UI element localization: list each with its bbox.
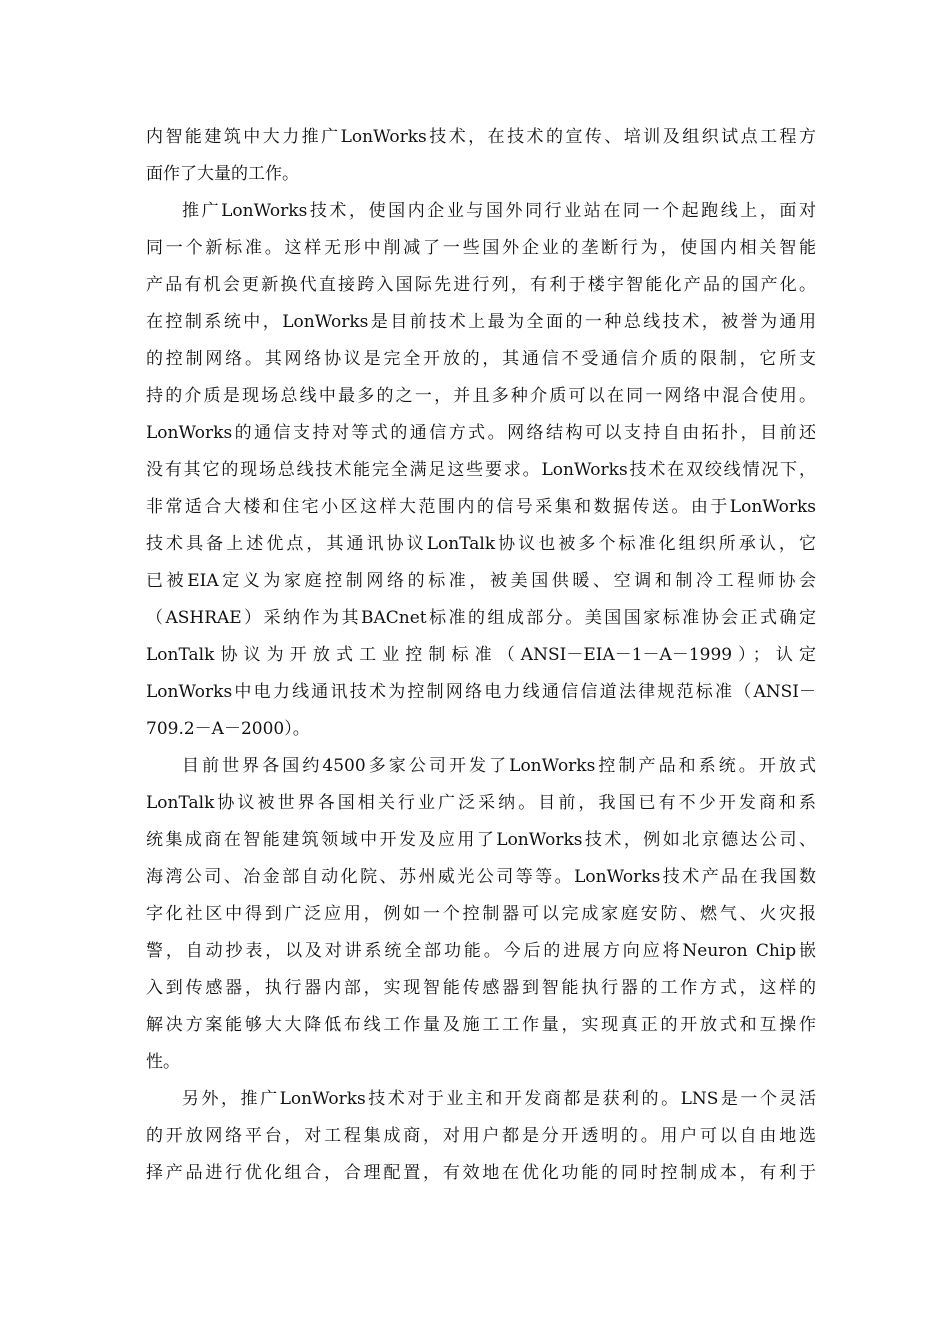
- text-line: 字化社区中得到广泛应用，例如一个控制器可以完成家庭安防、燃气、火灾报: [146, 904, 816, 924]
- text-line: LonWorks中电力线通讯技术为控制网络电力线通信信道法律规范标准（ANSI－: [146, 682, 816, 702]
- text-line: 在控制系统中，LonWorks是目前技术上最为全面的一种总线技术，被誉为通用: [146, 312, 816, 332]
- text-line: LonTalk协议为开放式工业控制标准（ANSI－EIA－1－A－1999）；认定: [146, 645, 816, 665]
- paragraph-first-line: 推广LonWorks技术，使国内企业与国外同行业站在同一个起跑线上，面对: [182, 201, 816, 221]
- text-line: 入到传感器，执行器内部，实现智能传感器到智能执行器的工作方式，这样的: [146, 978, 816, 998]
- text-line: 产品有机会更新换代直接跨入国际先进行列，有利于楼宇智能化产品的国产化。: [146, 275, 816, 295]
- text-line: 已被EIA定义为家庭控制网络的标准，被美国供暖、空调和制冷工程师协会: [146, 571, 816, 591]
- text-line: 择产品进行优化组合，合理配置，有效地在优化功能的同时控制成本，有利于: [146, 1163, 816, 1183]
- text-line: 的开放网络平台，对工程集成商，对用户都是分开透明的。用户可以自由地选: [146, 1126, 816, 1146]
- text-line: 解决方案能够大大降低布线工作量及施工工作量，实现真正的开放式和互操作: [146, 1015, 816, 1035]
- text-line: 警，自动抄表，以及对讲系统全部功能。今后的进展方向应将Neuron Chip嵌: [146, 941, 816, 961]
- text-line: 性。: [146, 1052, 180, 1072]
- text-line: 统集成商在智能建筑领域中开发及应用了LonWorks技术，例如北京德达公司、: [146, 830, 816, 850]
- text-line: 同一个新标准。这样无形中削减了一些国外企业的垄断行为，使国内相关智能: [146, 238, 816, 258]
- text-line: LonTalk协议被世界各国相关行业广泛采纳。目前，我国已有不少开发商和系: [146, 793, 816, 813]
- body-text: [146, 119, 816, 1192]
- paragraph-first-line: 另外，推广LonWorks技术对于业主和开发商都是获利的。LNS是一个灵活: [182, 1089, 816, 1109]
- text-line: 内智能建筑中大力推广LonWorks技术，在技术的宣传、培训及组织试点工程方: [146, 127, 816, 147]
- text-line: 持的介质是现场总线中最多的之一，并且多种介质可以在同一网络中混合使用。: [146, 386, 816, 406]
- text-line: 非常适合大楼和住宅小区这样大范围内的信号采集和数据传送。由于LonWorks: [146, 497, 816, 517]
- text-line: （ASHRAE）采纳作为其BACnet标准的组成部分。美国国家标准协会正式确定: [146, 608, 816, 628]
- text-line: 的控制网络。其网络协议是完全开放的，其通信不受通信介质的限制，它所支: [146, 349, 816, 369]
- text-line: 709.2－A－2000）。: [146, 719, 310, 739]
- text-line: 海湾公司、冶金部自动化院、苏州威光公司等等。LonWorks技术产品在我国数: [146, 867, 816, 887]
- text-line: LonWorks的通信支持对等式的通信方式。网络结构可以支持自由拓扑，目前还: [146, 423, 816, 443]
- text-line: 没有其它的现场总线技术能完全满足这些要求。LonWorks技术在双绞线情况下，: [146, 460, 816, 480]
- paragraph-first-line: 目前世界各国约4500多家公司开发了LonWorks控制产品和系统。开放式: [182, 756, 816, 776]
- text-line: 技术具备上述优点，其通讯协议LonTalk协议也被多个标准化组织所承认，它: [146, 534, 816, 554]
- text-line: 面作了大量的工作。: [146, 164, 299, 184]
